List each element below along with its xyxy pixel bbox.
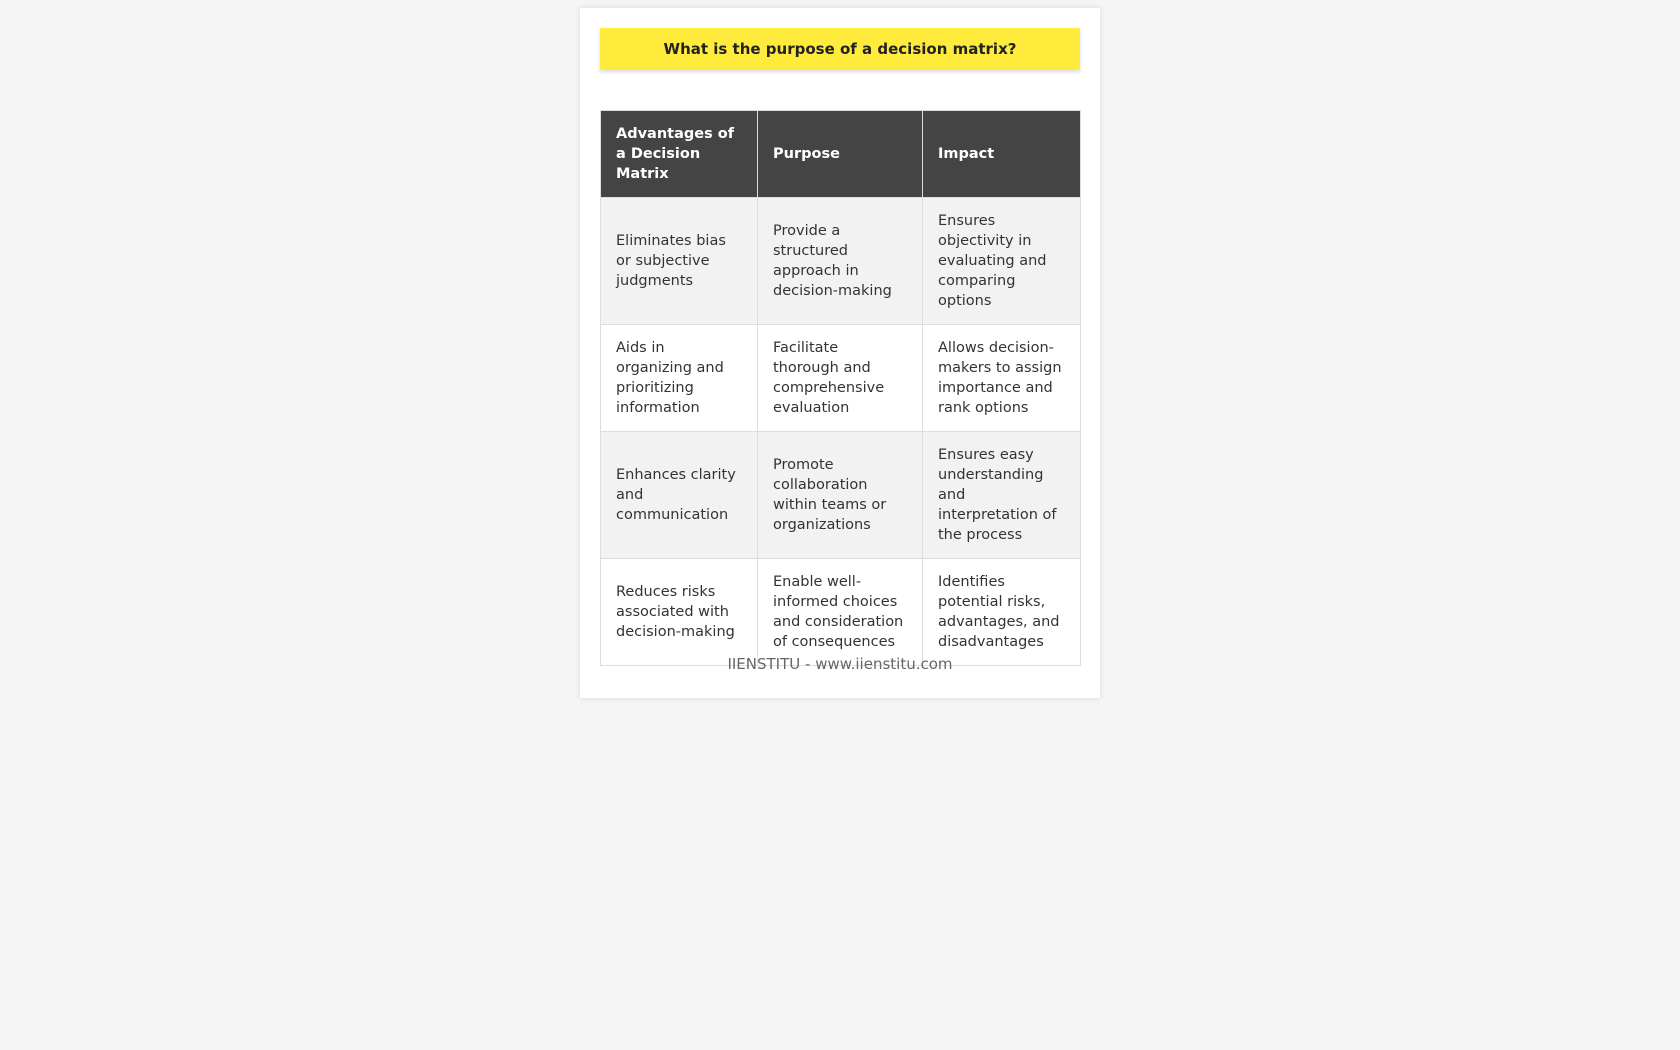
table-cell-impact: Identifies potential risks, advantages, and disadvantages [923,559,1081,666]
table-cell-purpose: Promote collaboration within teams or organizations [758,432,923,559]
table-cell-impact: Allows decision-makers to assign importance and rank options [923,325,1081,432]
footer-credit: IIENSTITU - www.iienstitu.com [727,655,953,673]
content-card [580,8,1100,698]
column-header-purpose: Purpose [758,111,923,198]
table-row [601,559,1081,666]
page-title: What is the purpose of a decision matrix? [600,28,1080,70]
table-cell-advantage: Enhances clarity and communication [601,432,758,559]
table-cell-advantage: Reduces risks associated with decision-making [601,559,758,666]
table-cell-purpose: Facilitate thorough and comprehensive evaluation [758,325,923,432]
table-cell-purpose: Provide a structured approach in decision-making [758,198,923,325]
table-row [601,198,1081,325]
table-header-row [601,111,1081,198]
table-cell-impact: Ensures objectivity in evaluating and comparing options [923,198,1081,325]
table-cell-impact: Ensures easy understanding and interpretation of the process [923,432,1081,559]
column-header-impact: Impact [923,111,1081,198]
table-cell-advantage: Aids in organizing and prioritizing information [601,325,758,432]
table-cell-advantage: Eliminates bias or subjective judgments [601,198,758,325]
table-row [601,325,1081,432]
table-cell-purpose: Enable well-informed choices and consideration of consequences [758,559,923,666]
column-header-advantages: Advantages of a Decision Matrix [601,111,758,198]
table-row [601,432,1081,559]
decision-matrix-table [600,110,1081,666]
